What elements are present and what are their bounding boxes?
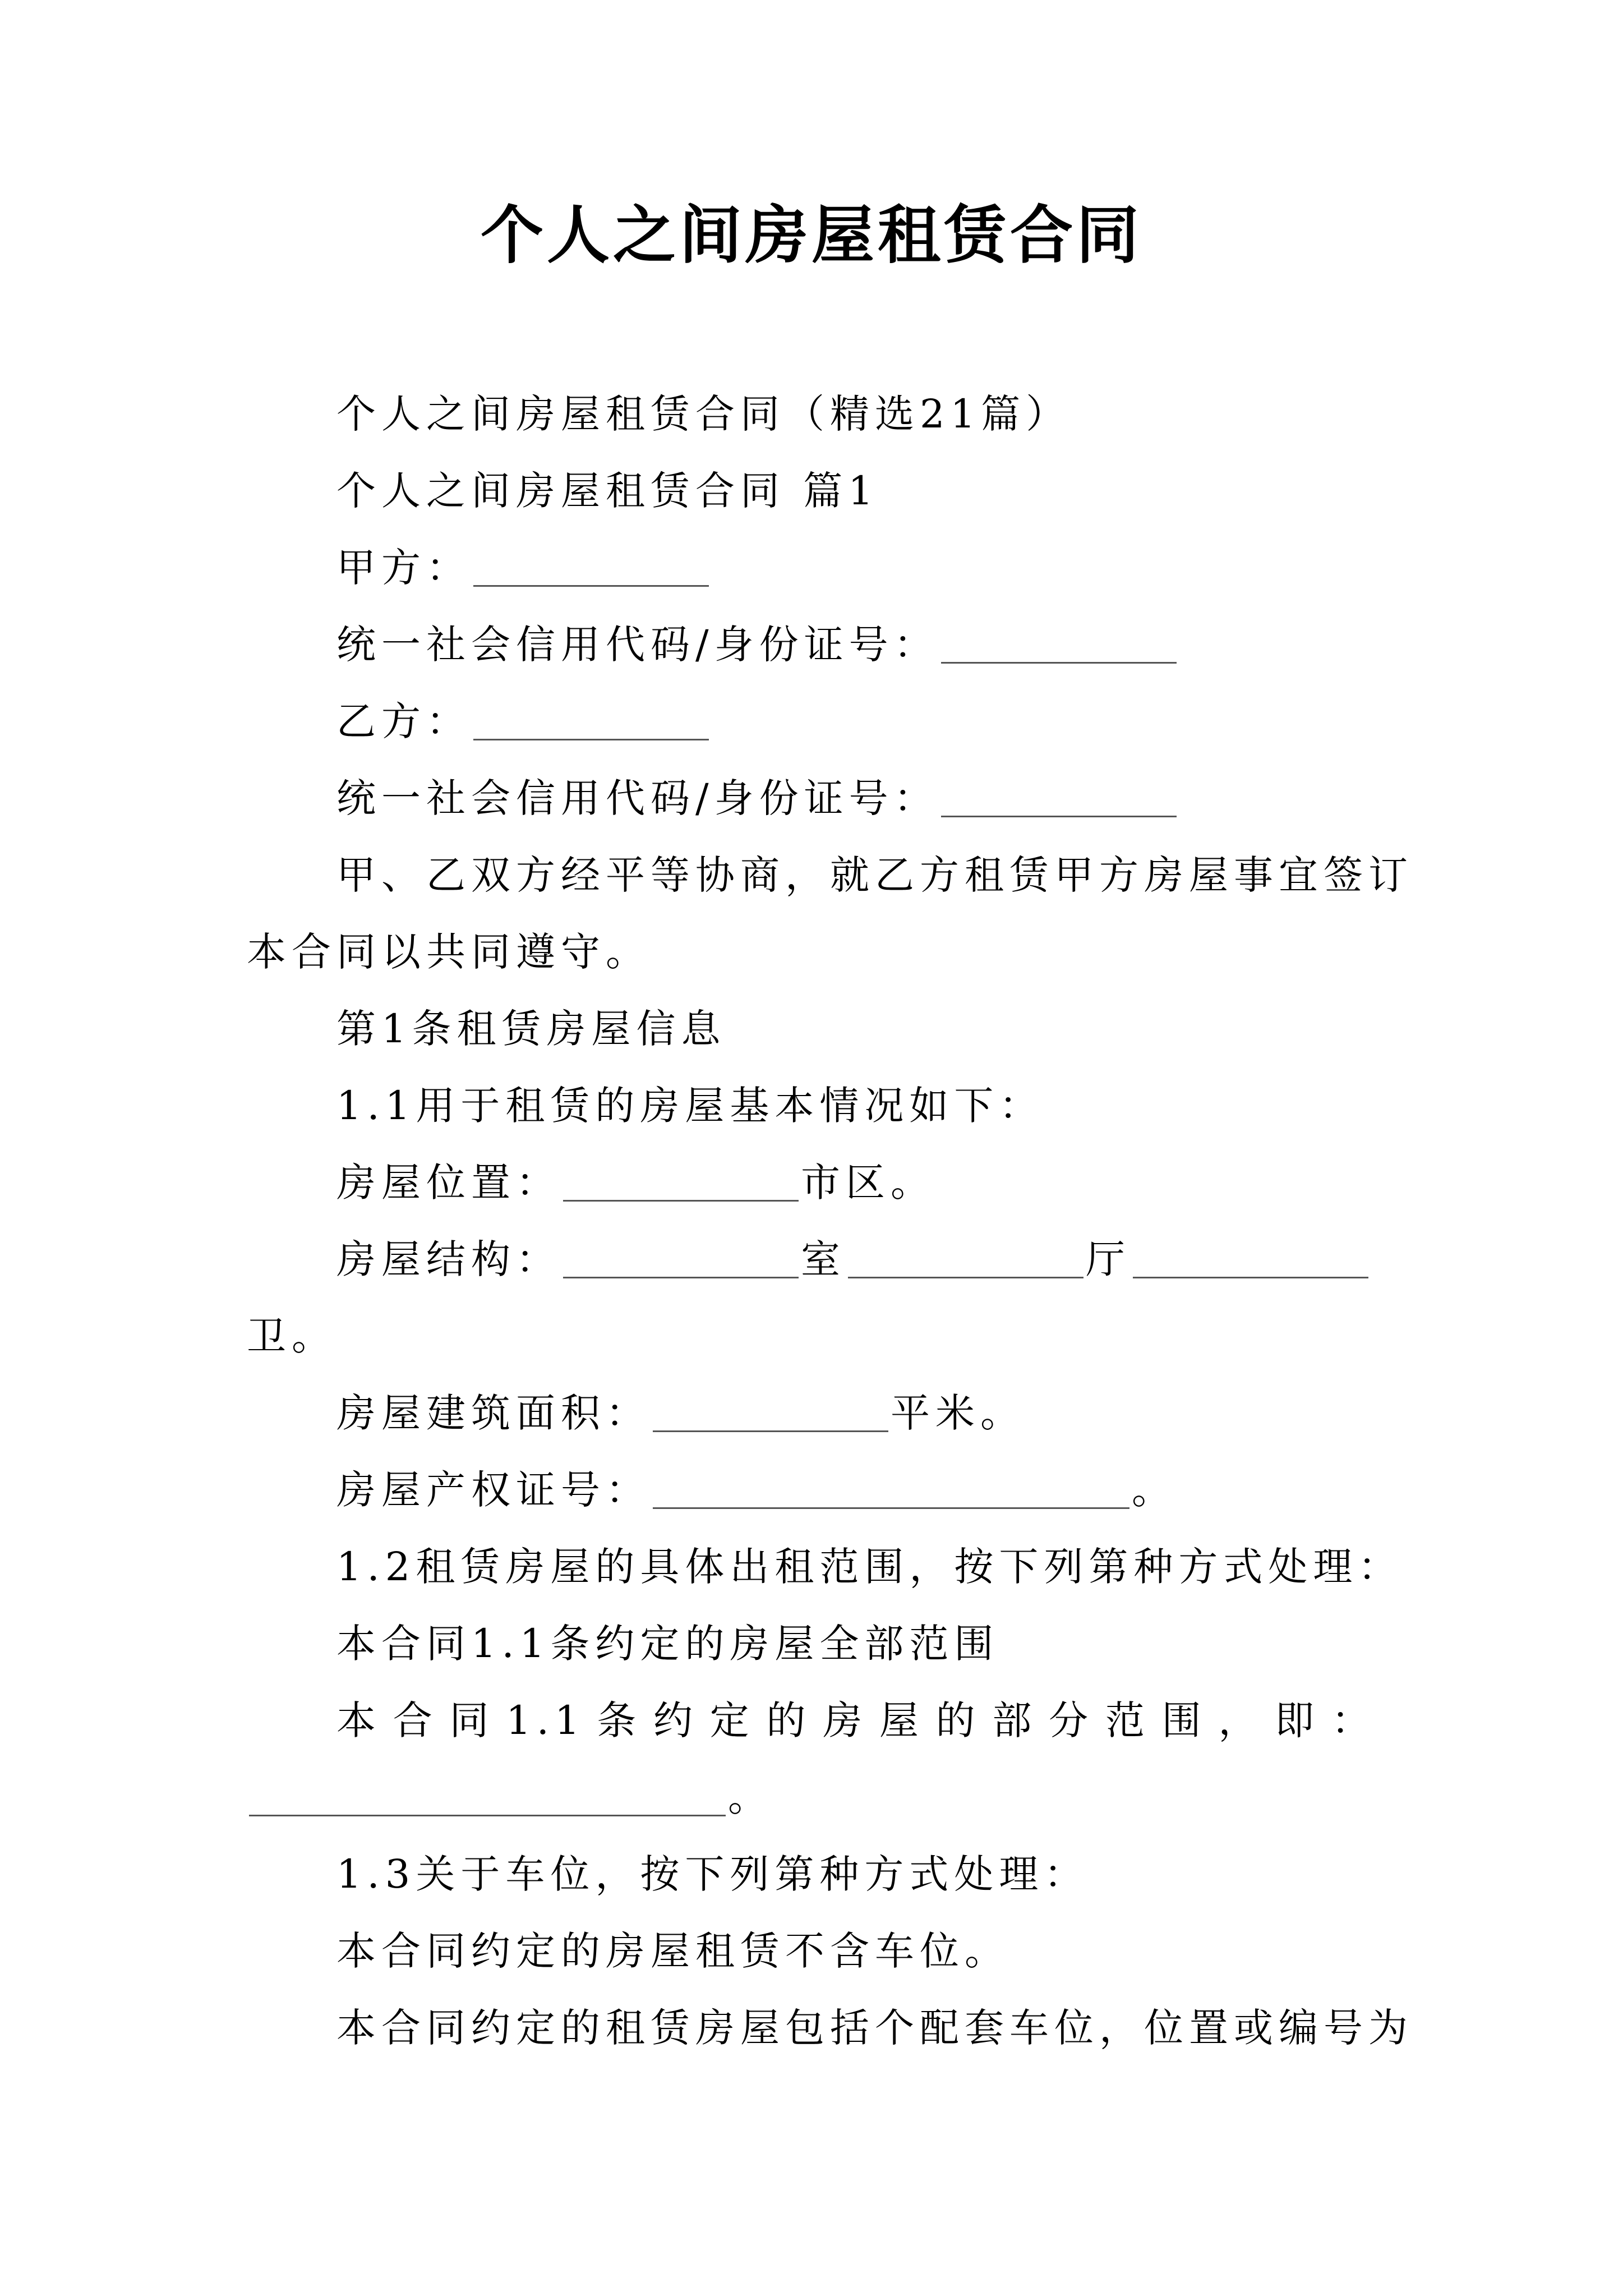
deed-suffix: 。	[1132, 1467, 1177, 1513]
scope-partial-char: 分	[1049, 1697, 1094, 1743]
intro-line-2: 本合同以共同遵守。	[247, 929, 651, 975]
scope-partial-char: 屋	[879, 1697, 924, 1743]
deed-label: 房屋产权证号：	[336, 1467, 651, 1513]
party-a-id-blank	[941, 617, 1177, 664]
party-a-id-line	[247, 606, 1376, 683]
scope-full: 本合同1.1条约定的房屋全部范围	[336, 1621, 999, 1667]
scope-partial-char: 房	[823, 1697, 868, 1743]
area-line	[247, 1375, 1376, 1452]
party-b-line	[247, 683, 1376, 760]
scope-partial-char: 同	[449, 1697, 495, 1743]
scope-partial-char: 条	[597, 1697, 642, 1743]
scope-partial-char: 的	[935, 1697, 981, 1743]
location-label: 房屋位置：	[336, 1159, 561, 1205]
structure-label: 房屋结构：	[336, 1236, 561, 1282]
scope-partial-char: 定	[709, 1697, 755, 1743]
structure-line	[247, 1221, 1376, 1298]
structure-hall: 厅	[1086, 1236, 1131, 1282]
scope-partial-char: 1.1	[506, 1697, 585, 1743]
location-blank	[563, 1155, 799, 1202]
area-suffix: 平米。	[891, 1390, 1025, 1436]
subtitle: 个人之间房屋租赁合同（精选21篇）	[336, 391, 1071, 437]
intro-line-1: 甲、乙双方经平等协商，就乙方租赁甲方房屋事宜签订	[336, 852, 1413, 898]
article-1-heading: 第1条租赁房屋信息	[336, 1006, 726, 1052]
scope-partial-line	[247, 1682, 1376, 1759]
party-a-line	[247, 530, 1376, 606]
scope-partial-char: 部	[992, 1697, 1038, 1743]
scope-partial-char: 本	[336, 1697, 381, 1743]
party-b-label: 乙方：	[336, 698, 471, 744]
document-body	[247, 376, 1413, 2067]
parking-included: 本合同约定的租赁房屋包括个配套车位，位置或编号为	[336, 2005, 1413, 2051]
clause-1-2: 1.2租赁房屋的具体出租范围，按下列第种方式处理：	[336, 1544, 1403, 1590]
scope-partial-char: 围	[1161, 1697, 1207, 1743]
structure-bath: 卫。	[247, 1313, 336, 1359]
area-label: 房屋建筑面积：	[336, 1390, 651, 1436]
party-a-label: 甲方：	[336, 545, 471, 591]
party-a-id-label: 统一社会信用代码/身份证号：	[336, 622, 939, 668]
deed-line	[247, 1452, 1376, 1529]
structure-hall-blank	[848, 1232, 1083, 1278]
party-b-id-blank	[941, 771, 1177, 817]
section-heading: 个人之间房屋租赁合同 篇1	[336, 468, 879, 514]
scope-partial-char: 的	[766, 1697, 811, 1743]
party-a-blank	[473, 540, 709, 587]
structure-room-blank	[563, 1232, 799, 1278]
scope-partial-blank	[249, 1770, 726, 1816]
location-suffix: 市区。	[801, 1159, 935, 1205]
party-b-id-line	[247, 760, 1376, 837]
clause-1-3: 1.3关于车位，按下列第种方式处理：	[336, 1851, 1089, 1897]
area-blank	[653, 1386, 888, 1432]
scope-partial-char: 即	[1275, 1697, 1320, 1743]
scope-partial-char: 合	[393, 1697, 438, 1743]
scope-partial-end-line	[247, 1759, 1376, 1836]
scope-partial-char: 约	[653, 1697, 698, 1743]
scope-partial-char: ，	[1218, 1697, 1264, 1743]
structure-bath-blank	[1133, 1232, 1368, 1278]
deed-blank	[653, 1462, 1129, 1509]
clause-1-1: 1.1用于租赁的房屋基本情况如下：	[336, 1083, 1044, 1129]
page-title: 个人之间房屋租赁合同	[481, 199, 1142, 272]
scope-partial-end: 。	[728, 1774, 773, 1820]
party-b-blank	[473, 694, 709, 740]
structure-room: 室	[801, 1236, 846, 1282]
scope-partial-char: ：	[1331, 1697, 1376, 1743]
scope-partial-char: 范	[1105, 1697, 1150, 1743]
parking-none: 本合同约定的房屋租赁不含车位。	[336, 1928, 1009, 1974]
party-b-id-label: 统一社会信用代码/身份证号：	[336, 775, 939, 821]
location-line	[247, 1144, 1376, 1221]
